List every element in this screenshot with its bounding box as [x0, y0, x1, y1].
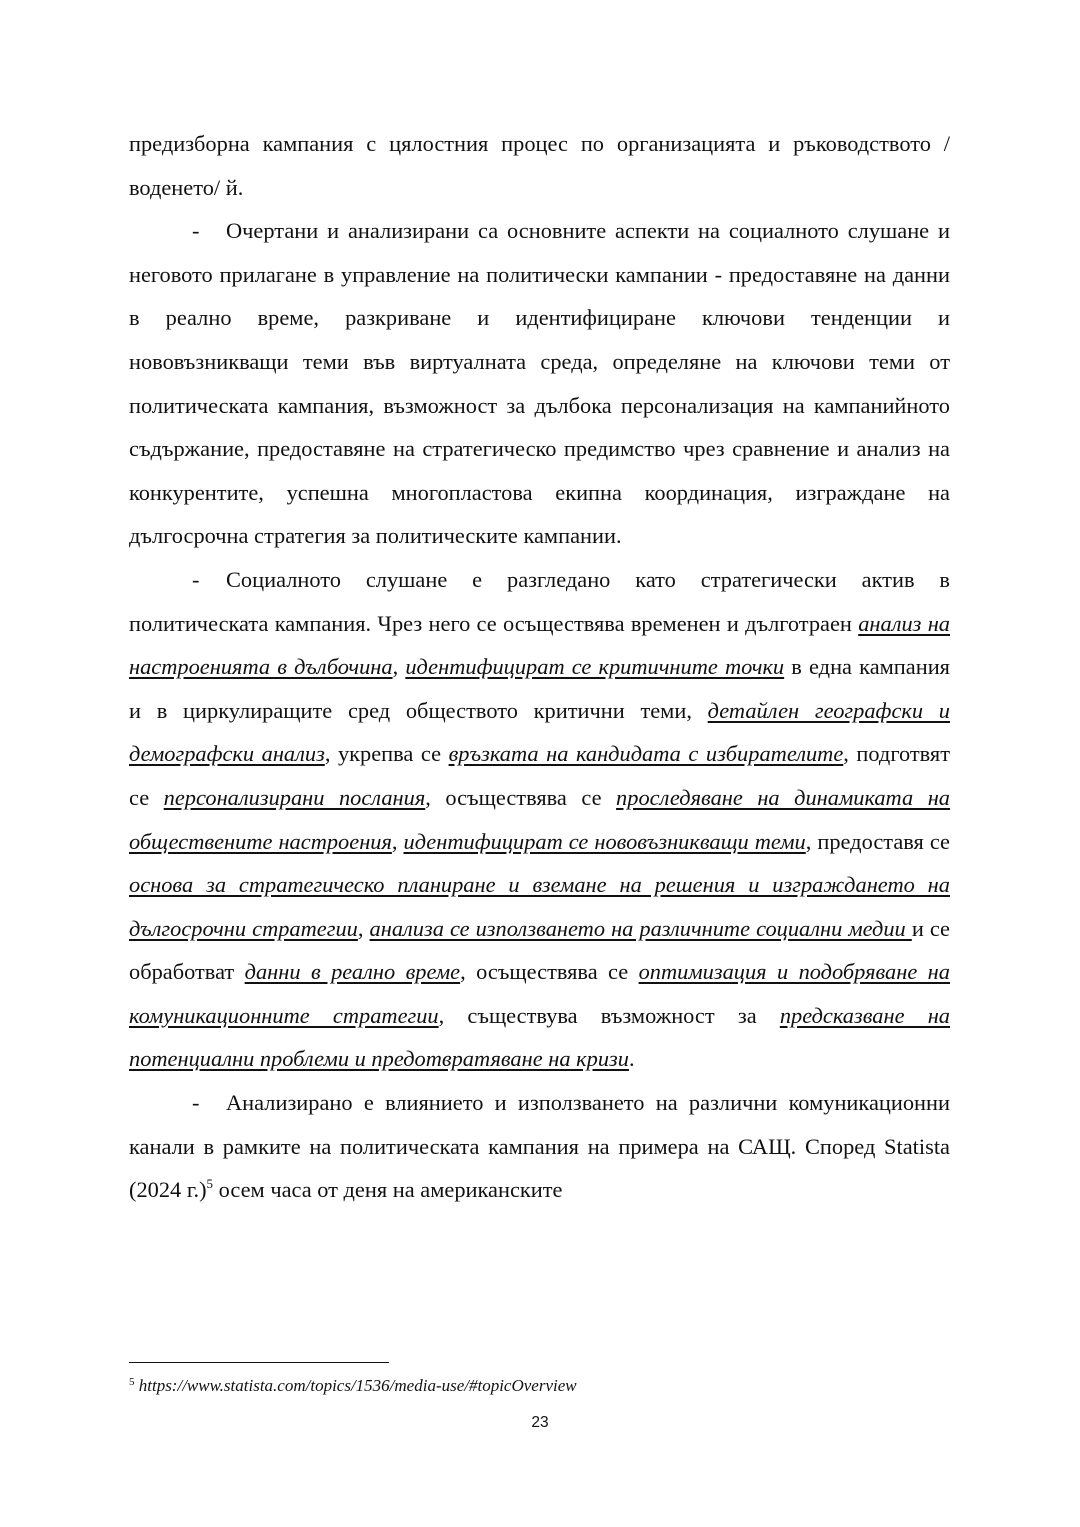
- bullet-communication-channels: [129, 1081, 950, 1212]
- bullet-dash: -: [192, 566, 200, 592]
- emphasis-phrase: анализ на настроенията в дълбочина: [129, 610, 950, 680]
- paragraph-intro: [129, 122, 950, 209]
- emphasis-phrase: детайлен географски и демографски анализ: [129, 697, 950, 767]
- footnote-link[interactable]: https://www.statista.com/topics/1536/media-use/#topicOverview: [138, 1376, 577, 1395]
- emphasis-phrase: оптимизация и подобряване на комуникационните стратегии: [129, 959, 950, 1028]
- text-segment: осем часа от деня на американските: [213, 1177, 563, 1203]
- text-segment: , предоставя се: [805, 828, 950, 854]
- text-segment: ,: [357, 915, 370, 941]
- emphasis-phrase: идентифицират се нововъзникващи теми: [403, 828, 806, 854]
- text-segment: и се обработват: [129, 915, 950, 985]
- bullet-dash: -: [192, 1090, 200, 1116]
- text-segment: ,: [391, 828, 404, 854]
- text-segment: в една кампания и в циркулиращите сред обществото критични теми,: [129, 654, 950, 723]
- footnote: [129, 1375, 577, 1397]
- page-number: 23: [531, 1414, 549, 1431]
- text-segment: , осъществява се: [425, 784, 617, 810]
- emphasis-phrase: идентифицират се критичните точки: [405, 654, 785, 680]
- text-segment: предизборна кампания с цялостния процес по организацията и ръководството /воденето/ й.: [129, 131, 950, 200]
- bullet-aspects: [129, 209, 950, 558]
- text-segment: , укрепва се: [324, 741, 449, 767]
- bullet-social-listening: [129, 558, 950, 1081]
- emphasis-phrase: проследяване на динамиката на обществените настроения: [129, 784, 951, 854]
- text-segment: , подготвят се: [129, 741, 950, 810]
- text-segment: Очертани и анализирани са основните аспекти на социалното слушане и неговото прилагане в управление на политически кампании - предоставяне на данни в реално време, разкриване и идентифициране ключови тенденции и нововъзникващи теми във виртуалната среда, определяне на ключови теми от политическата кампания, възможност за дълбока персонализация на кампанийното съдържание, предоставяне на стратегическо предимство чрез сравнение и анализ на конкурентите, успешна многопластова екипна координация, изграждане на дългосрочна стратегия за политическите кампании.: [129, 218, 950, 549]
- text-segment: , съществува възможност за: [438, 1002, 780, 1028]
- bullet-dash: -: [192, 218, 200, 244]
- text-segment: ,: [392, 654, 406, 680]
- emphasis-phrase: връзката на кандидата с избирателите: [448, 741, 844, 767]
- text-segment: Анализирано е влиянието и използването на различни комуникационни канали в рамките на политическата кампания на примера на САЩ. Според Statista (2024 г.): [129, 1090, 950, 1203]
- text-segment: , осъществява се: [460, 959, 639, 985]
- body-text: [129, 122, 950, 1212]
- emphasis-phrase: анализа се използването на различните социални медии: [369, 915, 912, 941]
- footnote-ref[interactable]: 5: [206, 1176, 214, 1192]
- text-segment: Социалното слушане е разгледано като стратегически актив в политическата кампания. Чрез него се осъществява временен и дълготраен: [129, 566, 950, 636]
- emphasis-phrase: основа за стратегическо планиране и вземане на решения и изграждането на дългосрочни стратегии: [129, 872, 950, 941]
- emphasis-phrase: предсказване на потенциални проблеми и предотвратяване на кризи: [129, 1002, 951, 1072]
- footnote-separator: [129, 1362, 389, 1363]
- text-segment: .: [628, 1046, 635, 1072]
- emphasis-phrase: данни в реално време: [244, 959, 461, 985]
- emphasis-phrase: персонализирани послания: [163, 784, 426, 810]
- footnote-marker: 5: [129, 1376, 135, 1388]
